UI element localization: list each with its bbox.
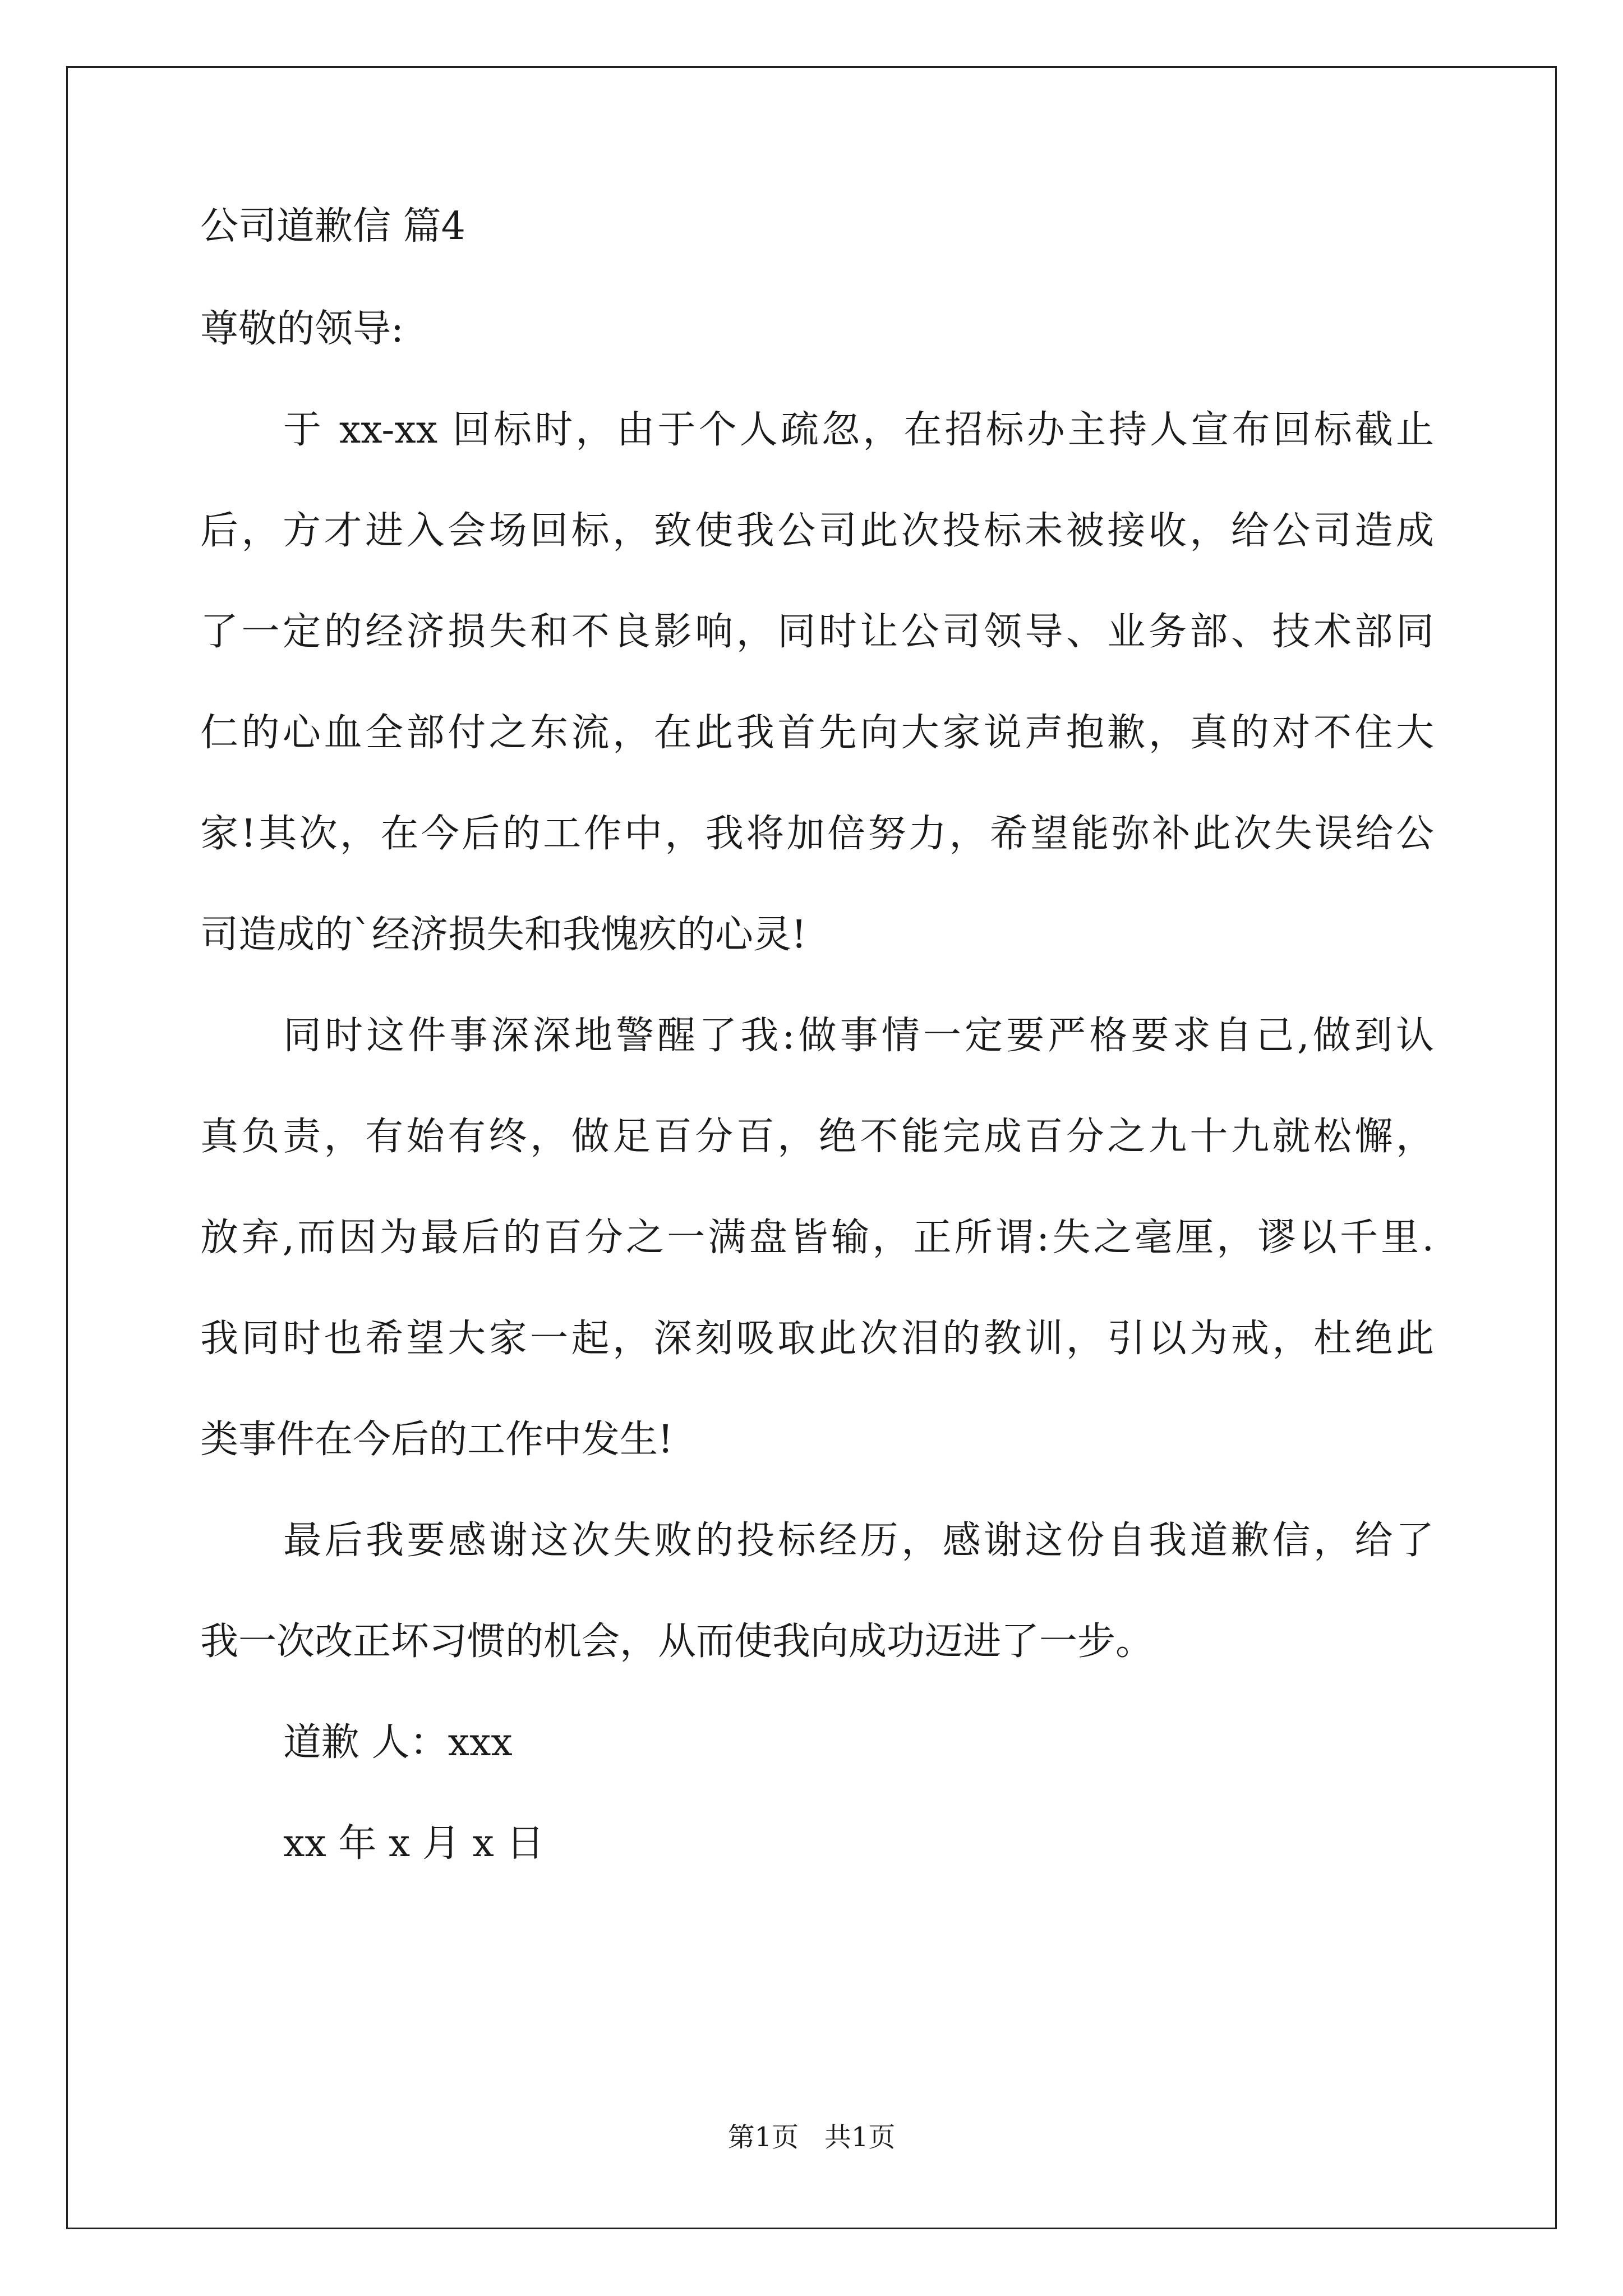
signature: 道歉 人：xxx (283, 1720, 513, 1765)
paragraph-2-line-2: 真负责，有始有终，做足百分百，绝不能完成百分之九十九就松懈， (200, 1115, 1434, 1159)
paragraph-2-line-5: 类事件在今后的工作中发生! (200, 1418, 674, 1462)
page-footer: 第1页 共1页 (727, 2122, 896, 2153)
paragraph-2-line-1: 同时这件事深深地警醒了我:做事情一定要严格要求自己,做到认 (283, 1014, 1434, 1058)
paragraph-2-line-3: 放弃,而因为最后的百分之一满盘皆输，正所谓:失之毫厘，谬以千里. (200, 1216, 1434, 1260)
date: xx 年 x 月 x 日 (283, 1821, 545, 1866)
paragraph-1-line-6: 司造成的`经济损失和我愧疚的心灵! (200, 913, 807, 957)
paragraph-2-line-4: 我同时也希望大家一起，深刻吸取此次泪的教训，引以为戒，杜绝此 (200, 1317, 1434, 1361)
paragraph-1-line-2: 后，方才进入会场回标，致使我公司此次投标未被接收，给公司造成 (200, 509, 1434, 553)
paragraph-1-line-3: 了一定的经济损失和不良影响，同时让公司领导、业务部、技术部同 (200, 610, 1434, 654)
paragraph-1-line-1: 于 xx-xx 回标时，由于个人疏忽，在招标办主持人宣布回标截止 (283, 408, 1434, 452)
document-title: 公司道歉信 篇4 (200, 204, 465, 249)
paragraph-3-line-2: 我一次改正坏习惯的机会，从而使我向成功迈进了一步。 (200, 1619, 1154, 1664)
paragraph-3-line-1: 最后我要感谢这次失败的投标经历，感谢这份自我道歉信，给了 (283, 1519, 1434, 1563)
salutation: 尊敬的领导: (200, 307, 404, 351)
paragraph-1-line-4: 仁的心血全部付之东流，在此我首先向大家说声抱歉，真的对不住大 (200, 711, 1434, 755)
paragraph-1-line-5: 家!其次，在今后的工作中，我将加倍努力，希望能弥补此次失误给公 (200, 812, 1434, 856)
